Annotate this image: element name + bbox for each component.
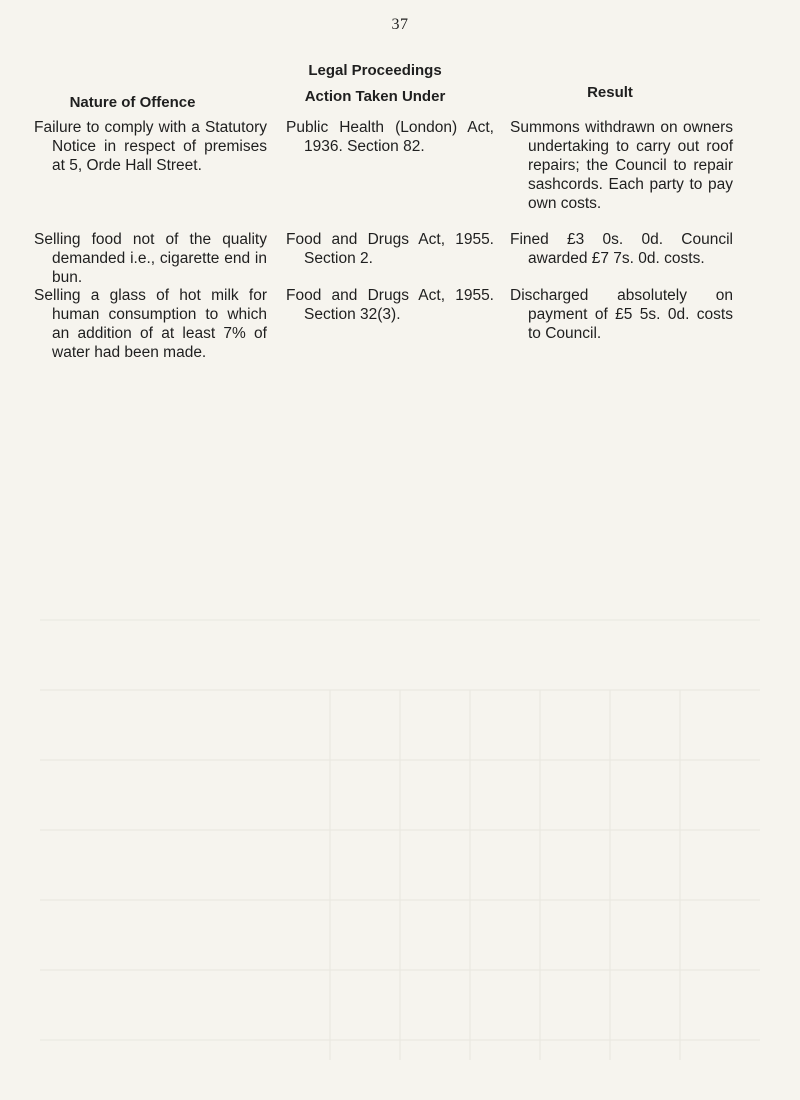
row-1-result: Summons withdrawn on owners undertaking to carry out roof repairs; the Council to repair sashcords. Each party to pay own costs. — [510, 119, 733, 212]
row-2-offence: Selling food not of the quality demanded i.e., cigarette end in bun. — [34, 231, 267, 286]
row-3-result: Discharged absolutely on payment of £5 5s. 0d. costs to Council. — [510, 287, 733, 342]
page-number: 37 — [391, 16, 409, 33]
column-header-action: Action Taken Under — [304, 88, 446, 105]
row-2-result: Fined £3 0s. 0d. Council awarded £7 7s. 0d. costs. — [510, 231, 733, 267]
bleed-through-texture — [0, 440, 800, 1100]
row-3-offence: Selling a glass of hot milk for human consumption to which an addition of at least 7% of water had been made. — [34, 287, 267, 361]
row-1-action: Public Health (London) Act, 1936. Section 82. — [286, 119, 494, 155]
row-1-offence: Failure to comply with a Statutory Notice in respect of premises at 5, Orde Hall Street. — [34, 119, 267, 174]
section-title: Legal Proceedings — [308, 62, 442, 79]
column-header-offence: Nature of Offence — [69, 94, 196, 111]
row-2-action: Food and Drugs Act, 1955. Section 2. — [286, 231, 494, 267]
row-3-action: Food and Drugs Act, 1955. Section 32(3). — [286, 287, 494, 323]
column-header-result: Result — [587, 84, 633, 101]
